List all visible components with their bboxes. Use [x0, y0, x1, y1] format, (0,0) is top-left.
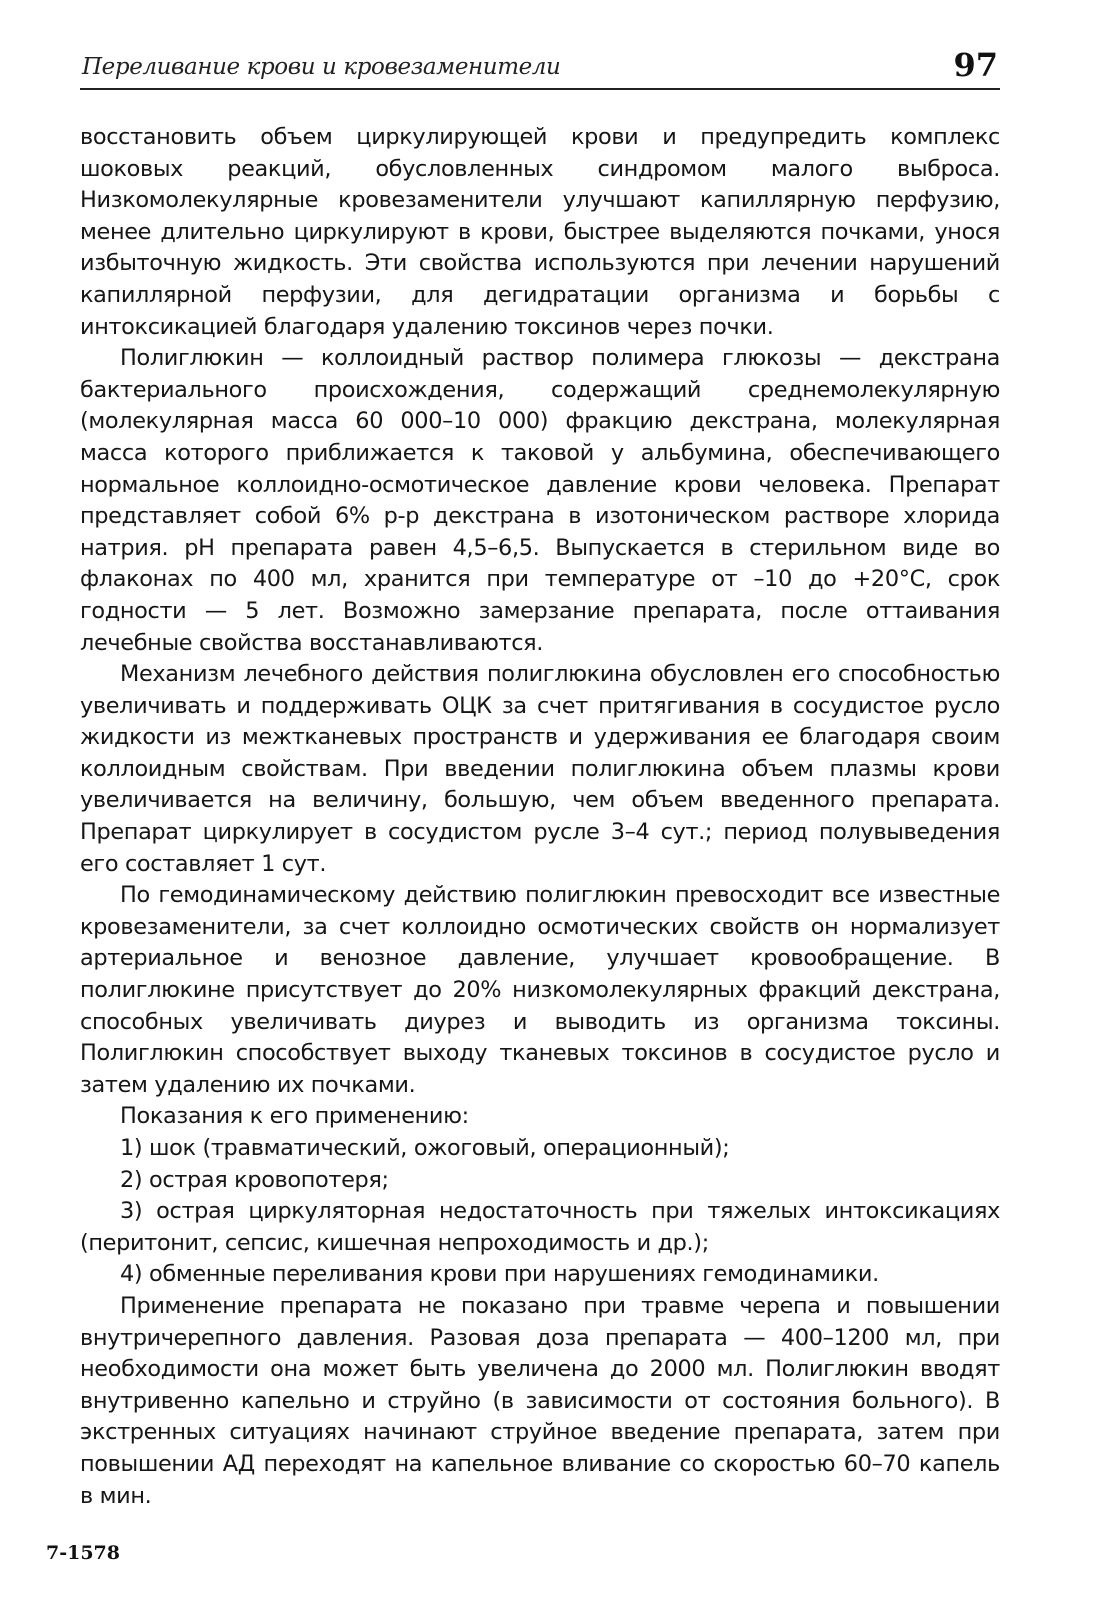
printer-signature: 7-1578 — [46, 1542, 120, 1564]
paragraph: Применение препарата не показано при травме черепа и повышении внутричерепного давления. Разовая доза препарата — 400–1200 мл, при необходимости она может быть увеличена до 2000 мл. Полиглюкин вводят внутривенно капельно и струйно (в зависимости от состояния больного). В экстренных ситуациях начинают струйное введение препарата, затем при повышении АД переходят на капельное вливание со скоростью 60–70 капель в мин. — [80, 1292, 1000, 1509]
paragraph: Полиглюкин — коллоидный раствор полимера глюкозы — декстрана бактериального происхождения, содержащий среднемолекулярную (молекулярная масса 60 000–10 000) фракцию декстрана, молекулярная масса которого приближается к таковой у альбумина, обеспечивающего нормальное коллоидно-осмотическое давление крови человека. Препарат представляет собой 6% р-р декстрана в изотоническом растворе хлорида натрия. pH препарата равен 4,5–6,5. Выпускается в стерильном виде во флаконах по 400 мл, хранится при температуре от –10 до +20°С, срок годности — 5 лет. Возможно замерзание препарата, после оттаивания лечебные свойства восстанавливаются. — [80, 345, 1000, 656]
list-item: 4) обменные переливания крови при нарушениях гемодинамики. — [120, 1261, 879, 1288]
body-text — [80, 122, 1000, 1512]
paragraph: Механизм лечебного действия полиглюкина обусловлен его способностью увеличивать и поддерживать ОЦК за счет притягивания в сосудистое русло жидкости из межтканевых пространств и удерживания ее благодаря своим коллоидным свойствам. При введении полиглюкина объем плазмы крови увеличивается на величину, большую, чем объем введенного препарата. Препарат циркулирует в сосудистом русле 3–4 сут.; период полувыведения его составляет 1 сут. — [80, 661, 1000, 877]
list-item: 2) острая кровопотеря; — [120, 1166, 389, 1193]
paragraph: По гемодинамическому действию полиглюкин превосходит все известные кровезаменители, за счет коллоидно осмотических свойств он нормализует артериальное и венозное давление, улучшает кровообращение. В полиглюкине присутствует до 20% низкомолекулярных фракций декстрана, способных увеличивать диурез и выводить из организма токсины. Полиглюкин способствует выходу тканевых токсинов в сосудистое русло и затем удалению их почками. — [80, 882, 1000, 1098]
list-item: 3) острая циркуляторная недостаточность при тяжелых интоксикациях (перитонит, сепсис, кишечная непроходимость и др.); — [80, 1198, 1000, 1256]
list-item: 1) шок (травматический, ожоговый, операционный); — [120, 1135, 730, 1161]
page-number: 97 — [953, 46, 998, 84]
paragraph: восстановить объем циркулирующей крови и предупредить комплекс шоковых реакций, обусловленных синдромом малого выброса. Низкомолекулярные кровезаменители улучшают капиллярную перфузию, менее длительно циркулируют в крови, быстрее выделяются почками, унося избыточную жидкость. Эти свойства используются при лечении нарушений капиллярной перфузии, для дегидратации организма и борьбы с интоксикацией благодаря удалению токсинов через почки. — [80, 124, 1000, 340]
page-header — [80, 40, 1000, 90]
running-title: Переливание крови и кровезаменители — [82, 54, 561, 80]
paragraph: Показания к его применению: — [120, 1103, 469, 1130]
